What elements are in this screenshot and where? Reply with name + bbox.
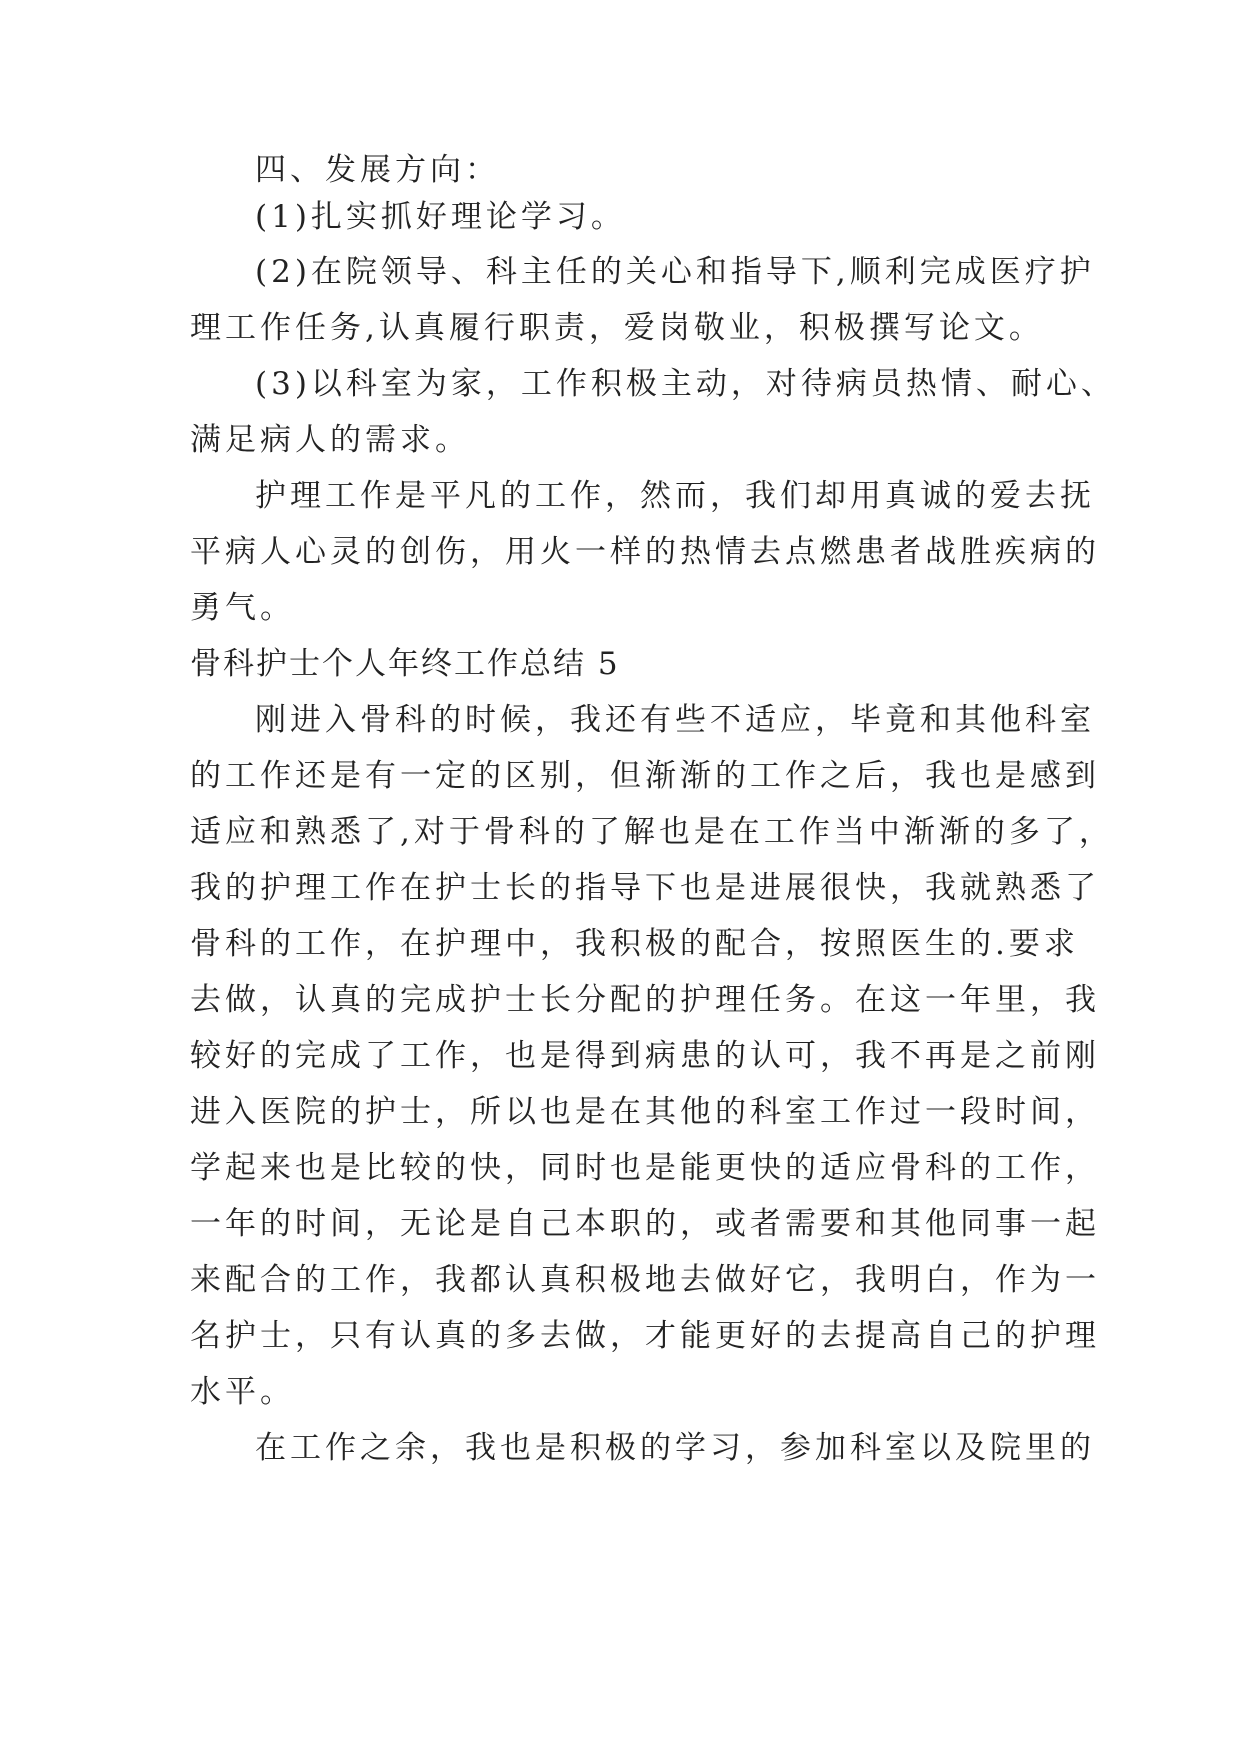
paragraph-line: 护理工作是平凡的工作，然而，我们却用真诚的爱去抚 (255, 478, 1095, 514)
paragraph-line: 平病人心灵的创伤，用火一样的热情去点燃患者战胜疾病的 (190, 534, 1100, 570)
section-heading-development: 四、发展方向： (255, 152, 500, 188)
list-item-1: (1)扎实抓好理论学习。 (255, 199, 626, 235)
list-item-3-line-2: 满足病人的需求。 (190, 422, 470, 458)
paragraph-line: 勇气。 (190, 590, 295, 626)
paragraph-line: 名护士，只有认真的多去做，才能更好的去提高自己的护理 (190, 1318, 1100, 1354)
list-item-2-line-2: 理工作任务,认真履行职责，爱岗敬业，积极撰写论文。 (190, 310, 1044, 346)
paragraph-line: 骨科的工作，在护理中，我积极的配合，按照医生的.要求 (190, 926, 1079, 962)
paragraph-line: 的工作还是有一定的区别，但渐渐的工作之后，我也是感到 (190, 758, 1100, 794)
paragraph-line: 来配合的工作，我都认真积极地去做好它，我明白，作为一 (190, 1262, 1100, 1298)
paragraph-line: 学起来也是比较的快，同时也是能更快的适应骨科的工作， (190, 1150, 1100, 1186)
article-title: 骨科护士个人年终工作总结 5 (190, 646, 620, 682)
list-item-2-line-1: (2)在院领导、科主任的关心和指导下,顺利完成医疗护 (255, 254, 1095, 290)
paragraph-line: 刚进入骨科的时候，我还有些不适应，毕竟和其他科室 (255, 702, 1095, 738)
paragraph-line: 适应和熟悉了,对于骨科的了解也是在工作当中渐渐的多了， (190, 814, 1114, 850)
paragraph-line: 我的护理工作在护士长的指导下也是进展很快，我就熟悉了 (190, 870, 1100, 906)
list-item-3-line-1: (3)以科室为家，工作积极主动，对待病员热情、耐心、 (255, 366, 1116, 402)
paragraph-line: 进入医院的护士，所以也是在其他的科室工作过一段时间， (190, 1094, 1100, 1130)
paragraph-line: 水平。 (190, 1374, 295, 1410)
paragraph-line: 一年的时间，无论是自己本职的，或者需要和其他同事一起 (190, 1206, 1100, 1242)
paragraph-line: 较好的完成了工作，也是得到病患的认可，我不再是之前刚 (190, 1038, 1100, 1074)
paragraph-line: 在工作之余，我也是积极的学习，参加科室以及院里的 (255, 1430, 1095, 1466)
paragraph-line: 去做，认真的完成护士长分配的护理任务。在这一年里，我 (190, 982, 1100, 1018)
